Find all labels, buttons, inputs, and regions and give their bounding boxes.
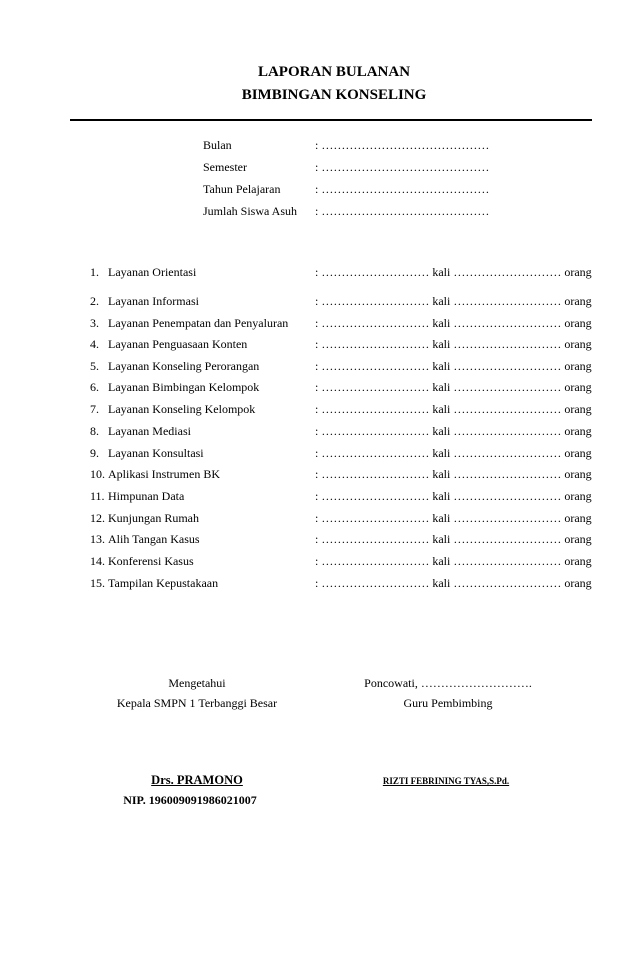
- service-tally: : ……………………… kali ……………………… orang: [315, 402, 592, 416]
- service-row: [0, 316, 638, 330]
- service-label: Layanan Konsultasi: [108, 446, 204, 460]
- service-tally: : ……………………… kali ……………………… orang: [315, 489, 592, 503]
- sig-right-name: RIZTI FEBRINING TYAS,S.Pd.: [382, 776, 510, 786]
- service-row: [0, 511, 638, 525]
- field-value: : ……………………………………: [315, 138, 490, 152]
- service-tally: : ……………………… kali ……………………… orang: [315, 532, 592, 546]
- service-tally: : ……………………… kali ……………………… orang: [315, 424, 592, 438]
- field-bulan: [0, 138, 638, 152]
- service-row: [0, 265, 638, 279]
- field-label: Bulan: [203, 138, 232, 152]
- service-item: [90, 467, 220, 481]
- service-label: Tampilan Kepustakaan: [108, 576, 219, 590]
- service-label: Himpunan Data: [108, 489, 185, 503]
- service-number: 14.: [90, 554, 105, 568]
- service-number: 8.: [90, 424, 99, 438]
- sig-left-line-1: Mengetahui: [168, 676, 226, 690]
- service-number: 3.: [90, 316, 99, 330]
- service-tally: : ……………………… kali ……………………… orang: [315, 467, 592, 481]
- service-item: [90, 380, 259, 394]
- service-tally: : ……………………… kali ……………………… orang: [315, 380, 592, 394]
- service-number: 2.: [90, 294, 99, 308]
- service-row: [0, 532, 638, 546]
- field-label: Semester: [203, 160, 247, 174]
- service-label: Layanan Penguasaan Konten: [108, 337, 248, 351]
- service-label: Konferensi Kasus: [108, 554, 194, 568]
- service-item: [90, 511, 199, 525]
- service-item: [90, 554, 194, 568]
- service-number: 15.: [90, 576, 105, 590]
- title-line-2: BIMBINGAN KONSELING: [241, 87, 427, 103]
- service-row: [0, 337, 638, 351]
- field-jumlah-siswa-asuh: [0, 204, 638, 218]
- field-value: : ……………………………………: [315, 182, 490, 196]
- sig-left-name: Drs. PRAMONO: [151, 773, 243, 787]
- sig-right-position: Guru Pembimbing: [403, 696, 493, 710]
- service-row: [0, 554, 638, 568]
- service-number: 7.: [90, 402, 99, 416]
- service-tally: : ……………………… kali ……………………… orang: [315, 316, 592, 330]
- service-tally: : ……………………… kali ……………………… orang: [315, 265, 592, 279]
- service-row: [0, 489, 638, 503]
- service-label: Kunjungan Rumah: [108, 511, 199, 525]
- service-number: 4.: [90, 337, 99, 351]
- service-item: [90, 446, 204, 460]
- field-tahun-pelajaran: [0, 182, 638, 196]
- field-value: : ……………………………………: [315, 160, 490, 174]
- service-label: Layanan Penempatan dan Penyaluran: [108, 316, 289, 330]
- service-row: [0, 576, 638, 590]
- service-number: 11.: [90, 489, 105, 503]
- service-item: [90, 337, 247, 351]
- service-label: Layanan Konseling Perorangan: [108, 359, 260, 373]
- service-tally: : ……………………… kali ……………………… orang: [315, 511, 592, 525]
- service-row: [0, 294, 638, 308]
- title-divider: [70, 119, 592, 121]
- service-label: Layanan Bimbingan Kelompok: [108, 380, 260, 394]
- service-tally: : ……………………… kali ……………………… orang: [315, 446, 592, 460]
- field-semester: [0, 160, 638, 174]
- service-row: [0, 359, 638, 373]
- service-tally: : ……………………… kali ……………………… orang: [315, 337, 592, 351]
- field-value: : ……………………………………: [315, 204, 490, 218]
- service-item: [90, 359, 259, 373]
- service-label: Layanan Informasi: [108, 294, 199, 308]
- service-item: [90, 532, 200, 546]
- service-item: [90, 489, 184, 503]
- sig-left-nip: NIP. 196009091986021007: [123, 793, 257, 807]
- service-label: Layanan Orientasi: [108, 265, 197, 279]
- service-number: 6.: [90, 380, 99, 394]
- sig-left-position: Kepala SMPN 1 Terbanggi Besar: [116, 696, 278, 710]
- field-label: Jumlah Siswa Asuh: [203, 204, 298, 218]
- service-label: Aplikasi Instrumen BK: [108, 467, 220, 481]
- title-line-1: LAPORAN BULANAN: [257, 64, 411, 80]
- service-row: [0, 424, 638, 438]
- service-item: [90, 294, 199, 308]
- service-row: [0, 402, 638, 416]
- service-number: 13.: [90, 532, 105, 546]
- field-label: Tahun Pelajaran: [203, 182, 281, 196]
- service-number: 10.: [90, 467, 105, 481]
- service-label: Alih Tangan Kasus: [108, 532, 200, 546]
- service-number: 1.: [90, 265, 99, 279]
- service-row: [0, 380, 638, 394]
- service-tally: : ……………………… kali ……………………… orang: [315, 554, 592, 568]
- service-tally: : ……………………… kali ……………………… orang: [315, 576, 592, 590]
- service-row: [0, 446, 638, 460]
- report-title: [234, 61, 434, 107]
- service-label: Layanan Mediasi: [108, 424, 191, 438]
- service-tally: : ……………………… kali ……………………… orang: [315, 359, 592, 373]
- service-row: [0, 467, 638, 481]
- service-label: Layanan Konseling Kelompok: [108, 402, 256, 416]
- service-item: [90, 424, 191, 438]
- service-number: 12.: [90, 511, 105, 525]
- service-number: 9.: [90, 446, 99, 460]
- service-number: 5.: [90, 359, 99, 373]
- service-item: [90, 402, 255, 416]
- service-item: [90, 316, 288, 330]
- service-item: [90, 576, 218, 590]
- service-tally: : ……………………… kali ……………………… orang: [315, 294, 592, 308]
- sig-right-place-date: Poncowati, ……………………….: [364, 676, 532, 690]
- service-item: [90, 265, 196, 279]
